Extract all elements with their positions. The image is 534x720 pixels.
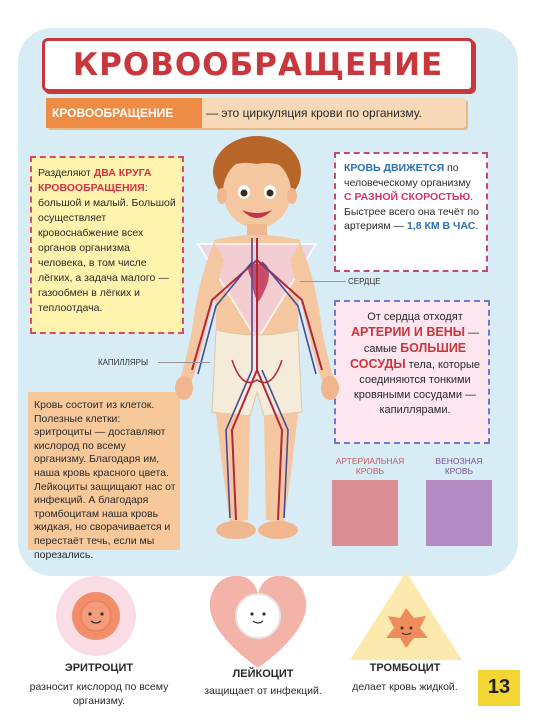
- speed-highlight-2: С РАЗНОЙ СКОРОСТЬЮ: [344, 191, 471, 203]
- erythrocyte-panel: [24, 570, 174, 720]
- thrombocyte-desc: делает кровь жидкой.: [352, 681, 458, 693]
- circles-text-start: Разделяют: [38, 167, 94, 179]
- speed-highlight-3: 1,8 КМ В ЧАС: [406, 220, 476, 232]
- leukocyte-icon: [188, 570, 338, 670]
- speed-text-2: . Быстрее всего она течёт по артериям —: [344, 191, 479, 232]
- vessels-text-1: От сердца отходят: [367, 311, 463, 323]
- arterial-blood-swatch: [332, 480, 398, 546]
- thrombocyte-name: ТРОМБОЦИТ: [369, 662, 441, 674]
- capillaries-label: КАПИЛЛЯРЫ: [98, 358, 149, 367]
- circles-colon: :: [144, 182, 148, 194]
- definition-text: — это циркуляция крови по организму.: [206, 106, 422, 120]
- thrombocyte-panel: [330, 570, 480, 720]
- blood-cells-box: [28, 392, 180, 561]
- erythrocyte-desc: разносит кислород по всему организму.: [29, 681, 169, 707]
- thrombocyte-icon: [330, 570, 480, 666]
- boy-body-svg: [172, 130, 342, 570]
- venous-blood-swatch: [426, 480, 492, 546]
- arterial-blood-label: АРТЕРИАЛЬНАЯ КРОВЬ: [335, 456, 405, 476]
- heart-label: СЕРДЦЕ: [348, 277, 381, 286]
- erythrocyte-name: ЭРИТРОЦИТ: [64, 662, 134, 674]
- speed-highlight-1: КРОВЬ ДВИЖЕТСЯ: [344, 162, 445, 174]
- venous-blood-label: ВЕНОЗНАЯ КРОВЬ: [435, 456, 483, 476]
- speed-text-3: .: [475, 220, 479, 232]
- circles-highlight: ДВА КРУГА КРОВООБРАЩЕНИЯ: [38, 167, 152, 194]
- blood-cells-text: Кровь состоит из клеток. Полезные клетки: эритроциты — доставляют кислород по всему организму. Благодаря им, наша кровь красного цвета. Лейкоциты защищают нас от инфекций. А благодаря тромбоцитам наша кровь жидкая, но сворачивается и перестаёт течь, если мы порезались.: [34, 399, 176, 561]
- capillaries-label-line: [158, 362, 210, 363]
- vessels-box: [334, 300, 490, 444]
- title-banner: [42, 38, 474, 92]
- page-number-badge: [478, 670, 520, 706]
- circulation-circles-box: [30, 156, 184, 334]
- leukocyte-name: ЛЕЙКОЦИТ: [232, 668, 294, 680]
- page-title: КРОВООБРАЩЕНИЕ: [72, 47, 444, 83]
- heart-label-line: [300, 281, 346, 282]
- speed-text-1: по человеческому организму: [344, 162, 471, 189]
- leukocyte-desc: защищает от инфекций.: [204, 685, 322, 697]
- boy-illustration: [172, 130, 342, 570]
- leukocyte-panel: [188, 570, 338, 720]
- circles-text-kinds: большой и малый.: [38, 197, 129, 209]
- definition-banner: [46, 98, 466, 128]
- blood-speed-box: [334, 152, 488, 272]
- vessels-highlight-2: БОЛЬШИЕ СОСУДЫ: [350, 341, 467, 371]
- definition-keyword: КРОВООБРАЩЕНИЕ: [52, 106, 174, 120]
- page-number: 13: [487, 676, 511, 698]
- vessels-text-2: — самые: [363, 327, 480, 355]
- erythrocyte-icon: [24, 570, 174, 660]
- vessels-highlight-1: АРТЕРИИ И ВЕНЫ: [350, 325, 465, 339]
- circles-text-body: Большой осуществляет кровоснабжение всех органов организма человека, в том числе лёгких, а задача малого — газообмен в лёгких и теплоотдача.: [38, 197, 176, 314]
- vessels-text-3: тела, которые соединяются тонкими кровяными сосудами — капиллярами.: [353, 359, 480, 416]
